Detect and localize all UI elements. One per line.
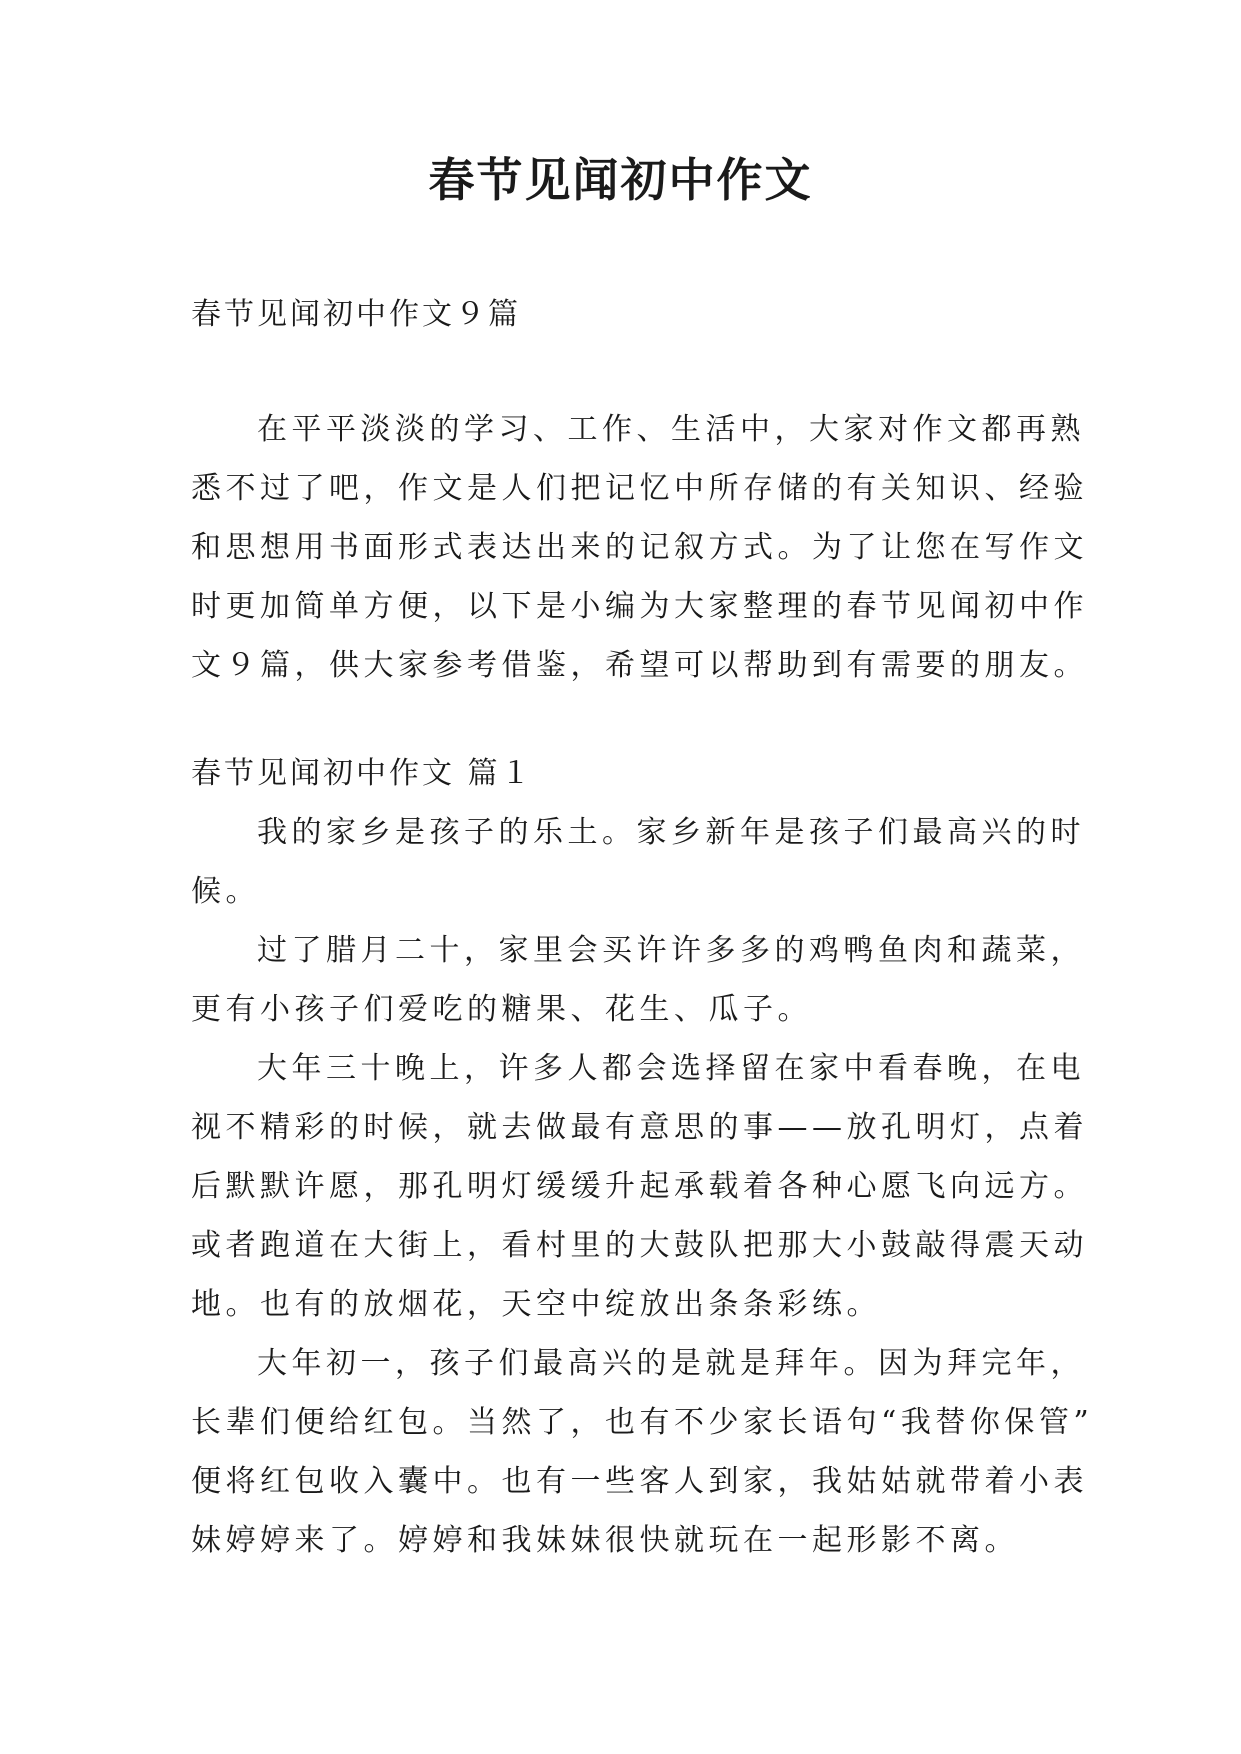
paragraph-line: 便将红包收入囊中。也有一些客人到家，我姑姑就带着小表	[191, 1464, 1088, 1499]
intro-line: 悉不过了吧，作文是人们把记忆中所存储的有关知识、经验	[191, 471, 1088, 506]
paragraph-line: 过了腊月二十，家里会买许许多多的鸡鸭鱼肉和蔬菜，	[257, 933, 1085, 968]
paragraph-line: 长辈们便给红包。当然了，也有不少家长语句“我替你保管”	[191, 1405, 1094, 1440]
paragraph	[191, 1334, 1094, 1570]
paragraph-line: 妹婷婷来了。婷婷和我妹妹很快就玩在一起形影不离。	[191, 1523, 1019, 1558]
paragraph-line: 地。也有的放烟花，天空中绽放出条条彩练。	[191, 1287, 881, 1322]
paragraph-line: 更有小孩子们爱吃的糖果、花生、瓜子。	[191, 992, 812, 1027]
paragraph-line: 或者跑道在大街上，看村里的大鼓队把那大小鼓敲得震天动	[191, 1228, 1088, 1263]
intro-line: 和思想用书面形式表达出来的记叙方式。为了让您在写作文	[191, 530, 1088, 565]
paragraph-line: 大年三十晚上，许多人都会选择留在家中看春晚，在电	[257, 1051, 1085, 1086]
paragraph-line: 视不精彩的时候，就去做最有意思的事——放孔明灯，点着	[191, 1110, 1088, 1145]
paragraph-line: 大年初一，孩子们最高兴的是就是拜年。因为拜完年，	[257, 1346, 1085, 1381]
paragraph	[191, 803, 1085, 921]
intro-line: 时更加简单方便，以下是小编为大家整理的春节见闻初中作	[191, 589, 1088, 624]
essay-body	[191, 803, 1094, 1570]
section-heading: 春节见闻初中作文 篇１	[191, 756, 534, 791]
paragraph-line: 后默默许愿，那孔明灯缓缓升起承载着各种心愿飞向远方。	[191, 1169, 1088, 1204]
paragraph	[191, 921, 1085, 1039]
document-subtitle: 春节见闻初中作文９篇	[191, 297, 521, 332]
intro-line: 文９篇，供大家参考借鉴，希望可以帮助到有需要的朋友。	[191, 648, 1088, 683]
intro-line: 在平平淡淡的学习、工作、生活中，大家对作文都再熟	[257, 412, 1085, 447]
intro-paragraph	[191, 400, 1088, 695]
paragraph-line: 候。	[191, 874, 260, 909]
paragraph	[191, 1039, 1088, 1334]
page-title: 春节见闻初中作文	[428, 153, 813, 207]
paragraph-line: 我的家乡是孩子的乐土。家乡新年是孩子们最高兴的时	[257, 815, 1085, 850]
